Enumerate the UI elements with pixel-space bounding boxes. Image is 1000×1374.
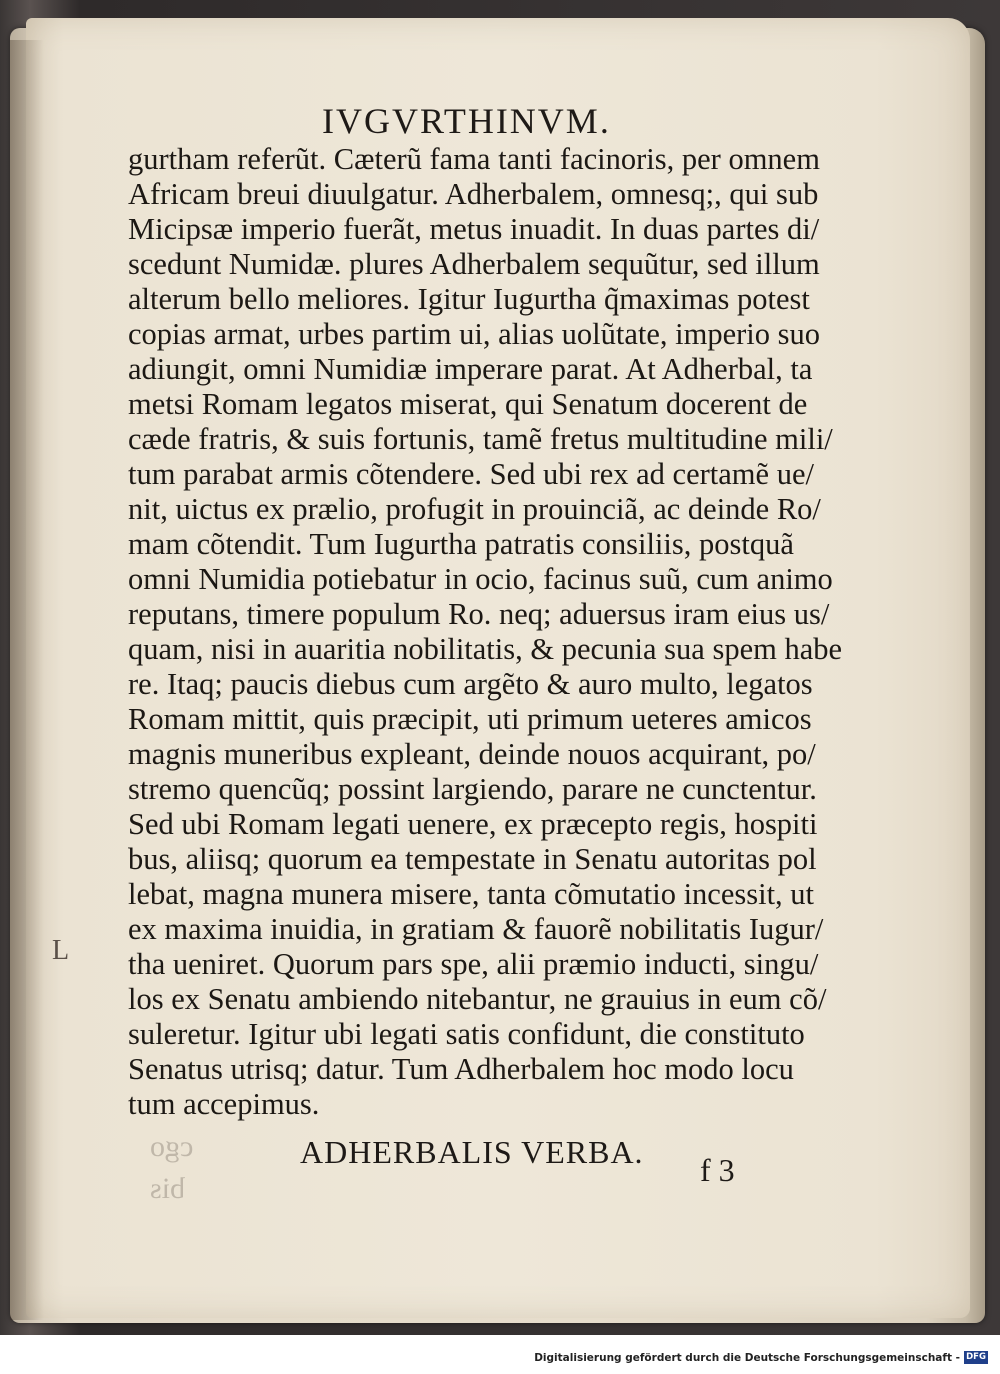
text-line: re. Itaq; paucis diebus cum argẽto & auro multo, legatos: [128, 667, 813, 701]
text-line: tha ueniret. Quorum pars spe, alii præmio inducti, singu/: [128, 947, 819, 981]
text-line: Senatus utrisq; datur. Tum Adherbalem hoc modo locu: [128, 1052, 794, 1086]
text-line: ex maxima inuidia, in gratiam & fauorẽ nobilitatis Iugur/: [128, 912, 824, 946]
text-line: tum accepimus.: [128, 1087, 320, 1121]
text-line: stremo quencũq; possint largiendo, parare ne cunctentur.: [128, 772, 817, 806]
margin-mark: L: [52, 935, 70, 966]
text-line: alterum bello meliores. Igitur Iugurtha q̃maximas potest: [128, 282, 810, 316]
text-line: Micipsæ imperio fuerãt, metus inuadit. In duas partes di/: [128, 212, 820, 246]
text-line: cæde fratris, & suis fortunis, tamẽ fretus multitudine mili/: [128, 422, 833, 456]
text-block: [128, 142, 843, 1122]
text-line: bus, aliisq; quorum ea tempestate in Senatu autoritas pol: [128, 842, 817, 876]
dfg-logo: DFG: [964, 1351, 988, 1364]
show-through-text: bis: [150, 1172, 186, 1205]
text-line: scedunt Numidæ. plures Adherbalem sequũtur, sed illum: [128, 247, 820, 281]
text-line: Sed ubi Romam legati uenere, ex præcepto regis, hospiti: [128, 807, 818, 841]
text-line: magnis muneribus expleant, deinde nouos acquirant, po/: [128, 737, 816, 771]
show-through-text: cgo: [150, 1130, 194, 1163]
text-line: quam, nisi in auaritia nobilitatis, & pecunia sua spem habe: [128, 632, 843, 666]
text-line: tum parabat armis cõtendere. Sed ubi rex ad certamẽ ue/: [128, 457, 814, 491]
text-line: copias armat, urbes partim ui, alias uolũtate, imperio suo: [128, 317, 820, 351]
text-line: los ex Senatu ambiendo nitebantur, ne grauius in eum cõ/: [128, 982, 827, 1016]
text-line: Africam breui diuulgatur. Adherbalem, omnesq;, qui sub: [128, 177, 819, 211]
text-line: mam cõtendit. Tum Iugurtha patratis consiliis, postquã: [128, 527, 794, 561]
running-head: IVGVRTHINVM.: [322, 101, 611, 141]
text-line: Romam mittit, quis præcipit, uti primum ueteres amicos: [128, 702, 812, 736]
signature-mark: f 3: [700, 1152, 735, 1188]
text-line: lebat, magna munera misere, tanta cõmutatio incessit, ut: [128, 877, 815, 911]
text-line: omni Numidia potiebatur in ocio, facinus suũ, cum animo: [128, 562, 833, 596]
text-line: adiungit, omni Numidiæ imperare parat. At Adherbal, ta: [128, 352, 813, 386]
gutter-shadow: [10, 40, 44, 1320]
section-heading: ADHERBALIS VERBA.: [300, 1134, 644, 1170]
text-line: reputans, timere populum Ro. neq; aduersus iram eius us/: [128, 597, 830, 631]
footer-credit: Digitalisierung gefördert durch die Deutsche Forschungsgemeinschaft -: [534, 1352, 960, 1364]
text-line: nit, uictus ex prælio, profugit in prouinciã, ac deinde Ro/: [128, 492, 821, 526]
text-line: suleretur. Igitur ubi legati satis confidunt, die constituto: [128, 1017, 805, 1051]
text-line: gurtham referũt. Cæterũ fama tanti facinoris, per omnem: [128, 142, 820, 176]
text-line: metsi Romam legatos miserat, qui Senatum docerent de: [128, 387, 808, 421]
